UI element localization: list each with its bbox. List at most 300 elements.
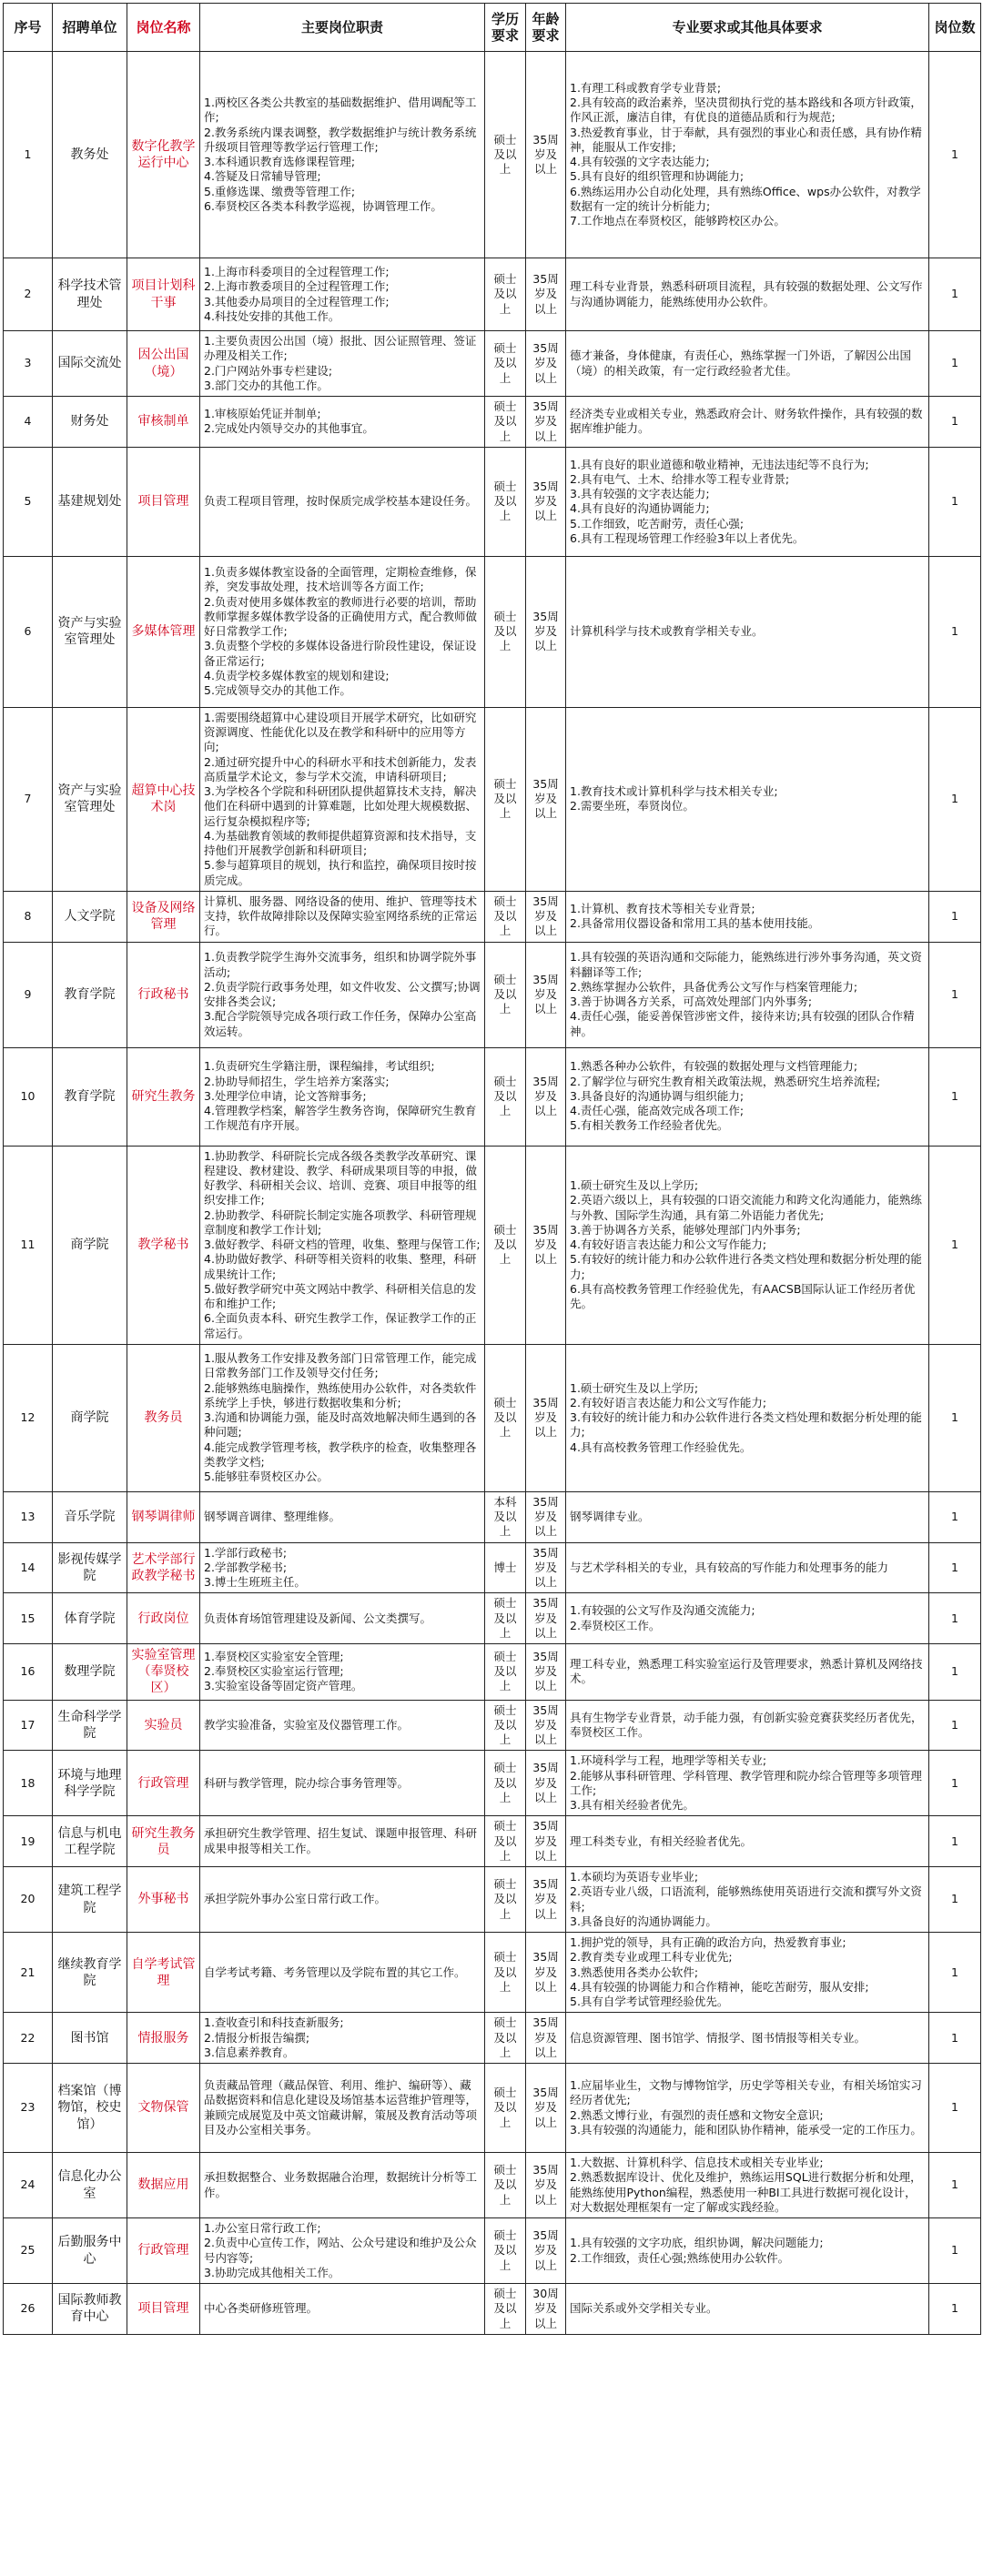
requirements-cell (566, 1933, 929, 2013)
position-count: 1 (929, 2013, 981, 2064)
requirements-cell (566, 1344, 929, 1491)
requirements-cell (566, 2013, 929, 2064)
post-name: 行政管理 (127, 1751, 200, 1816)
age-requirement: 35周岁及以上 (526, 1816, 566, 1867)
row-number: 6 (4, 556, 53, 707)
requirements-cell (566, 2153, 929, 2218)
requirements-cell (566, 331, 929, 397)
recruiting-unit: 影视传媒学院 (53, 1542, 127, 1593)
post-name: 自学考试管理 (127, 1933, 200, 2013)
duty-line: 1.审核原始凭证并制单; (204, 407, 321, 421)
post-name: 行政管理 (127, 2218, 200, 2284)
education-requirement: 硕士及以上 (485, 1047, 526, 1146)
duty-line: 3.为学校各个学院和科研团队提供超算技术支持，解决他们在科研中遇到的计算难题，比如处理大规模数据、运行复杂模拟程序等; (204, 784, 478, 828)
duty-line: 5.参与超算项目的规划，执行和监控，确保项目按时按质完成。 (204, 858, 477, 887)
education-requirement: 硕士及以上 (485, 2064, 526, 2153)
duty-line: 负责藏品管理（藏品保管、利用、维护、编研等）、藏品数据资料和信息化建设及场馆基本运营维护管理等，兼顾完成展览及中英文馆藏讲解，策展及教育活动等项目及办公室相关事务。 (204, 2078, 478, 2137)
requirement-line: 1.计算机、教育技术等相关专业背景; (570, 901, 755, 915)
table-row (4, 1644, 981, 1701)
requirement-line: 计算机科学与技术或教育学相关专业。 (570, 624, 764, 639)
duty-line: 3.配合学院领导完成各项行政工作任务，保障办公室高效运转。 (204, 1009, 477, 1038)
duty-line: 2.门户网站外事专栏建设; (204, 363, 333, 378)
requirement-line: 2.教育类专业或理工科专业优先; (570, 1950, 733, 1965)
position-count: 1 (929, 1867, 981, 1933)
requirement-line: 1.具有较强的英语沟通和交际能力，能熟练进行涉外事务沟通，英文资料翻译等工作; (570, 950, 922, 979)
requirements-cell (566, 1593, 929, 1644)
duties-cell (200, 1816, 485, 1867)
requirement-line: 1.环境科学与工程，地理学等相关专业; (570, 1753, 767, 1768)
recruiting-unit: 国际教师教育中心 (53, 2284, 127, 2335)
requirement-line: 具有生物学专业背景，动手能力强，有创新实验竞赛获奖经历者优先，奉贤校区工作。 (570, 1710, 923, 1739)
requirements-cell (566, 1816, 929, 1867)
age-requirement: 35周岁及以上 (526, 1593, 566, 1644)
requirement-line: 理工科类专业，有相关经验者优先。 (570, 1834, 753, 1848)
position-count: 1 (929, 1751, 981, 1816)
post-name: 情报服务 (127, 2013, 200, 2064)
duty-line: 2.上海市教委项目的全过程管理工作; (204, 279, 390, 294)
requirement-line: 2.了解学位与研究生教育相关政策法规，熟悉研究生培养流程; (570, 1074, 881, 1088)
recruiting-unit: 图书馆 (53, 2013, 127, 2064)
age-requirement: 35周岁及以上 (526, 2013, 566, 2064)
duty-line: 5.做好教学研究中英文网站中教学、科研相关信息的发布和维护工作; (204, 1281, 477, 1310)
education-requirement: 硕士及以上 (485, 52, 526, 258)
education-requirement: 硕士及以上 (485, 1593, 526, 1644)
recruiting-unit: 数理学院 (53, 1644, 127, 1701)
duties-cell (200, 1933, 485, 2013)
duty-line: 2.学部教学秘书; (204, 1560, 288, 1574)
duty-line: 1.需要围绕超算中心建设项目开展学术研究，比如研究资源调度、性能优化以及在教学和科研中的应用等方向; (204, 710, 477, 754)
age-requirement: 35周岁及以上 (526, 1644, 566, 1701)
table-row (4, 52, 981, 258)
requirement-line: 5.具有良好的组织管理和协调能力; (570, 169, 745, 184)
recruiting-unit: 资产与实验室管理处 (53, 556, 127, 707)
requirement-line: 3.具有较强的沟通能力，能和团队协作精神，能承受一定的工作压力。 (570, 2122, 922, 2137)
requirement-line: 与艺术学科相关的专业，具有较高的写作能力和处理事务的能力 (570, 1560, 889, 1574)
age-requirement: 35周岁及以上 (526, 52, 566, 258)
table-row (4, 1593, 981, 1644)
requirement-line: 1.拥护党的领导，具有正确的政治方向，热爱教育事业; (570, 1935, 846, 1950)
post-name: 实验室管理（奉贤校区） (127, 1644, 200, 1701)
requirement-line: 3.具备良好的沟通协调能力。 (570, 1914, 717, 1928)
age-requirement: 35周岁及以上 (526, 1344, 566, 1491)
duty-line: 5.能够驻奉贤校区办公。 (204, 1470, 329, 1484)
age-requirement: 35周岁及以上 (526, 1867, 566, 1933)
requirement-line: 2.具有电气、土木、给排水等工程专业背景; (570, 471, 790, 486)
education-requirement: 硕士及以上 (485, 1933, 526, 2013)
row-number: 8 (4, 891, 53, 942)
requirement-line: 1.硕士研究生及以上学历; (570, 1178, 699, 1192)
education-requirement: 硕士及以上 (485, 2153, 526, 2218)
duty-line: 1.查收查引和科技查新服务; (204, 2015, 344, 2030)
duties-cell (200, 1593, 485, 1644)
post-name: 项目管理 (127, 447, 200, 556)
requirements-cell (566, 1542, 929, 1593)
table-row (4, 1344, 981, 1491)
duty-line: 3.部门交办的其他工作。 (204, 378, 329, 392)
education-requirement: 硕士及以上 (485, 1344, 526, 1491)
duty-line: 4.科技处安排的其他工作。 (204, 308, 340, 323)
duties-cell (200, 1700, 485, 1751)
duty-line: 3.处理学位申请，论文答辩事务; (204, 1088, 367, 1103)
post-name: 审核制单 (127, 397, 200, 448)
requirement-line: 4.责任心强，能高效完成各项工作; (570, 1104, 745, 1118)
duty-line: 3.博士生班班主任。 (204, 1575, 306, 1589)
requirements-cell (566, 2284, 929, 2335)
requirements-cell (566, 1751, 929, 1816)
recruiting-unit: 环境与地理科学学院 (53, 1751, 127, 1816)
duty-line: 3.做好教学、科研文档的管理，收集、整理与保管工作; (204, 1237, 481, 1251)
age-requirement: 35周岁及以上 (526, 331, 566, 397)
requirement-line: 信息资源管理、图书馆学、情报学、图书情报等相关专业。 (570, 2030, 866, 2045)
position-count: 1 (929, 942, 981, 1047)
duty-line: 4.答疑及日常辅导管理; (204, 169, 321, 184)
row-number: 2 (4, 258, 53, 331)
recruiting-unit: 基建规划处 (53, 447, 127, 556)
duty-line: 5.重修选课、缴费等管理工作; (204, 184, 356, 198)
recruiting-unit: 信息化办公室 (53, 2153, 127, 2218)
requirement-line: 1.应届毕业生，文物与博物馆学，历史学等相关专业，有相关场馆实习经历者优先; (570, 2078, 922, 2107)
requirements-cell (566, 942, 929, 1047)
position-count: 1 (929, 1146, 981, 1344)
age-requirement: 35周岁及以上 (526, 2064, 566, 2153)
duty-line: 6.全面负责本科、研究生教学工作，保证教学工作的正常运行。 (204, 1311, 477, 1340)
duty-line: 2.完成处内领导交办的其他事宜。 (204, 421, 374, 436)
education-requirement: 硕士及以上 (485, 1644, 526, 1701)
table-row (4, 1933, 981, 2013)
position-count: 1 (929, 258, 981, 331)
duty-line: 2.协助教学、科研院长制定实施各项教学、科研管理规章制度和教学工作计划; (204, 1207, 477, 1237)
header-no: 序号 (4, 4, 53, 52)
education-requirement: 硕士及以上 (485, 258, 526, 331)
duty-line: 3.信息素养教育。 (204, 2045, 295, 2059)
position-count: 1 (929, 1816, 981, 1867)
row-number: 19 (4, 1816, 53, 1867)
education-requirement: 硕士及以上 (485, 1751, 526, 1816)
requirement-line: 1.熟悉各种办公软件，有较强的数据处理与文档管理能力; (570, 1059, 858, 1074)
requirement-line: 1.大数据、计算机科学、信息技术或相关专业毕业; (570, 2156, 824, 2170)
requirement-line: 4.具有较强的文字表达能力; (570, 155, 710, 168)
age-requirement: 35周岁及以上 (526, 1933, 566, 2013)
recruiting-unit: 人文学院 (53, 891, 127, 942)
duty-line: 2.能够熟练电脑操作，熟练使用办公软件，对各类软件系统学上手快，够进行数据收集和分析; (204, 1380, 477, 1409)
requirement-line: 7.工作地点在奉贤校区，能够跨校区办公。 (570, 214, 785, 227)
education-requirement: 硕士及以上 (485, 447, 526, 556)
table-row (4, 556, 981, 707)
duties-cell (200, 397, 485, 448)
duties-cell (200, 942, 485, 1047)
duties-cell (200, 2064, 485, 2153)
post-name: 钢琴调律师 (127, 1491, 200, 1542)
position-count: 1 (929, 2153, 981, 2218)
table-row (4, 1867, 981, 1933)
duties-cell (200, 258, 485, 331)
recruiting-unit: 后勤服务中心 (53, 2218, 127, 2284)
duty-line: 计算机、服务器、网络设备的使用、维护、管理等技术支持，软件故障排除以及保障实验室网络系统的正常运行。 (204, 894, 478, 938)
requirement-line: 5.具有自学考试管理经验优先。 (570, 1995, 729, 2009)
age-requirement: 35周岁及以上 (526, 447, 566, 556)
header-post: 岗位名称 (127, 4, 200, 52)
duties-cell (200, 556, 485, 707)
row-number: 14 (4, 1542, 53, 1593)
duties-cell (200, 1751, 485, 1816)
education-requirement: 硕士及以上 (485, 2284, 526, 2335)
position-count: 1 (929, 2284, 981, 2335)
requirements-cell (566, 2218, 929, 2284)
row-number: 26 (4, 2284, 53, 2335)
duty-line: 钢琴调音调律、整理维修。 (204, 1510, 341, 1523)
requirements-cell (566, 1491, 929, 1542)
age-requirement: 35周岁及以上 (526, 2153, 566, 2218)
age-requirement: 35周岁及以上 (526, 1700, 566, 1751)
requirement-line: 6.具有高校教务管理工作经验优先，有AACSB国际认证工作经历者优先。 (570, 1281, 916, 1310)
requirement-line: 德才兼备，身体健康，有责任心，熟练掌握一门外语，了解因公出国（境）的相关政策，有一定行政经验者尤佳。 (570, 349, 912, 378)
requirements-cell (566, 707, 929, 891)
row-number: 23 (4, 2064, 53, 2153)
requirement-line: 2.需要坐班，奉贤岗位。 (570, 799, 694, 813)
header-req: 专业要求或其他具体要求 (566, 4, 929, 52)
duty-line: 1.学部行政秘书; (204, 1545, 288, 1560)
position-count: 1 (929, 1700, 981, 1751)
requirement-line: 2.熟悉数据库设计、优化及维护，熟练运用SQL进行数据分析和处理，能熟练使用Python编程，熟悉使用一种BI工具进行数据可视化设计，对大数据处理框架有一定了解或实践经验。 (570, 2170, 922, 2214)
table-row (4, 331, 981, 397)
recruiting-unit: 建筑工程学院 (53, 1867, 127, 1933)
row-number: 20 (4, 1867, 53, 1933)
row-number: 4 (4, 397, 53, 448)
table-row (4, 447, 981, 556)
requirement-line: 6.具有工程现场管理工作经验3年以上者优先。 (570, 530, 805, 545)
education-requirement: 硕士及以上 (485, 891, 526, 942)
position-count: 1 (929, 1047, 981, 1146)
requirement-line: 2.英语专业八级，口语流利，能够熟练使用英语进行交流和撰写外文资料; (570, 1884, 922, 1914)
duty-line: 教学实验准备，实验室及仪器管理工作。 (204, 1717, 410, 1732)
row-number: 7 (4, 707, 53, 891)
requirements-cell (566, 2064, 929, 2153)
education-requirement: 硕士及以上 (485, 1867, 526, 1933)
post-name: 行政秘书 (127, 942, 200, 1047)
recruiting-unit: 生命科学学院 (53, 1700, 127, 1751)
education-requirement: 硕士及以上 (485, 2218, 526, 2284)
duty-line: 3.负责整个学校的多媒体设备进行阶段性建设，保证设备正常运行; (204, 639, 477, 668)
position-count: 1 (929, 2064, 981, 2153)
duty-line: 2.负责学院行政事务处理，如文件收发、公文撰写;协调安排各类会议; (204, 979, 481, 1008)
duties-cell (200, 707, 485, 891)
duty-line: 2.负责中心宣传工作，网站、公众号建设和维护及公众号内容等; (204, 2236, 477, 2265)
row-number: 21 (4, 1933, 53, 2013)
requirement-line: 国际关系或外交学相关专业。 (570, 2301, 718, 2316)
education-requirement: 硕士及以上 (485, 1146, 526, 1344)
age-requirement: 35周岁及以上 (526, 1047, 566, 1146)
requirement-line: 4.有较好语言表达能力和公文写作能力; (570, 1237, 767, 1251)
row-number: 11 (4, 1146, 53, 1344)
requirement-line: 钢琴调律专业。 (570, 1510, 650, 1523)
duty-line: 1.协助教学、科研院长完成各级各类教学改革研究、课程建设、教材建设、教学、科研成果项目等的申报，做好教学、科研相关会议、培训、竞赛、项目申报等的组织安排工作; (204, 1148, 478, 1207)
requirement-line: 3.善于协调各方关系，能够处理部门内外事务; (570, 1222, 801, 1237)
requirement-line: 2.具有较高的政治素养，坚决贯彻执行党的基本路线和各项方针政策，作风正派，廉洁自律，有优良的道德品质和行为规范; (570, 96, 922, 125)
duty-line: 3.沟通和协调能力强，能及时高效地解决师生遇到的各种问题; (204, 1410, 477, 1440)
duties-cell (200, 331, 485, 397)
recruiting-unit: 资产与实验室管理处 (53, 707, 127, 891)
row-number: 25 (4, 2218, 53, 2284)
requirements-cell (566, 1644, 929, 1701)
requirement-line: 3.具有较强的文字表达能力; (570, 487, 710, 500)
duties-cell (200, 1867, 485, 1933)
duty-line: 4.负责学校多媒体教室的规划和建设; (204, 668, 390, 682)
duty-line: 2.情报分析报告编撰; (204, 2030, 310, 2045)
duty-line: 4.能完成教学管理考核，教学秩序的检查，收集整理各类教学文档; (204, 1440, 477, 1469)
position-count: 1 (929, 1933, 981, 2013)
table-row (4, 2218, 981, 2284)
recruiting-unit: 教育学院 (53, 942, 127, 1047)
requirement-line: 3.热爱教育事业，甘于奉献，具有强烈的事业心和责任感，具有协作精神，能服从工作安排; (570, 125, 922, 154)
education-requirement: 硕士及以上 (485, 397, 526, 448)
duty-line: 2.教务系统内课表调整，教学数据维护与统计教务系统升级项目管理等教学运行管理工作; (204, 125, 477, 154)
duty-line: 承担学院外事办公室日常行政工作。 (204, 1892, 387, 1906)
requirement-line: 理工科专业背景，熟悉科研项目流程，具有较强的数据处理、公文写作与沟通协调能力，能熟练使用办公软件。 (570, 279, 923, 308)
education-requirement: 本科及以上 (485, 1491, 526, 1542)
requirement-line: 1.有较强的公文写作及沟通交流能力; (570, 1603, 755, 1618)
row-number: 18 (4, 1751, 53, 1816)
duty-line: 1.负责教学院学生海外交流事务，组织和协调学院外事活动; (204, 950, 477, 979)
position-count: 1 (929, 397, 981, 448)
post-name: 因公出国（境） (127, 331, 200, 397)
post-name: 设备及网络管理 (127, 891, 200, 942)
row-number: 24 (4, 2153, 53, 2218)
header-count: 岗位数 (929, 4, 981, 52)
table-row (4, 2064, 981, 2153)
requirements-cell (566, 1867, 929, 1933)
recruiting-unit: 商学院 (53, 1146, 127, 1344)
duties-cell (200, 447, 485, 556)
requirement-line: 1.具有良好的职业道德和敬业精神，无违法违纪等不良行为; (570, 457, 869, 471)
requirements-cell (566, 891, 929, 942)
duties-cell (200, 1542, 485, 1593)
duty-line: 负责体育场馆管理建设及新闻、公文类撰写。 (204, 1611, 432, 1625)
row-number: 3 (4, 331, 53, 397)
recruiting-unit: 国际交流处 (53, 331, 127, 397)
age-requirement: 35周岁及以上 (526, 707, 566, 891)
requirements-cell (566, 1047, 929, 1146)
education-requirement: 硕士及以上 (485, 942, 526, 1047)
requirement-line: 1.教育技术或计算机科学与技术相关专业; (570, 784, 778, 798)
duty-line: 1.奉贤校区实验室安全管理; (204, 1649, 344, 1663)
duty-line: 3.其他委办局项目的全过程管理工作; (204, 294, 390, 308)
requirement-line: 1.具有较强的文字功底，组织协调，解决问题能力; (570, 2236, 824, 2250)
post-name: 行政岗位 (127, 1593, 200, 1644)
education-requirement: 博士 (485, 1542, 526, 1593)
requirement-line: 2.有较好语言表达能力和公文写作能力; (570, 1395, 767, 1409)
recruiting-unit: 教育学院 (53, 1047, 127, 1146)
age-requirement: 35周岁及以上 (526, 2218, 566, 2284)
position-count: 1 (929, 556, 981, 707)
duty-line: 1.负责多媒体教室设备的全面管理，定期检查维修，保养，突发事故处理，技术培训等各方面工作; (204, 565, 477, 594)
header-duties: 主要岗位职责 (200, 4, 485, 52)
requirement-line: 4.具有高校教务管理工作经验优先。 (570, 1440, 752, 1454)
position-count: 1 (929, 1542, 981, 1593)
requirement-line: 2.能够从事科研管理、学科管理、教学管理和院办综合管理等多项管理工作; (570, 1768, 922, 1797)
duty-line: 2.通过研究提升中心的科研水平和技术创新能力，发表高质量学术论文，参与学术交流，申请科研项目; (204, 754, 477, 783)
recruiting-unit: 档案馆（博物馆，校史馆） (53, 2064, 127, 2153)
post-name: 教学秘书 (127, 1146, 200, 1344)
table-row (4, 258, 981, 331)
row-number: 15 (4, 1593, 53, 1644)
duty-line: 1.办公室日常行政工作; (204, 2221, 321, 2236)
position-count: 1 (929, 1644, 981, 1701)
post-name: 数据应用 (127, 2153, 200, 2218)
requirement-line: 3.善于协调各方关系，可高效处理部门内外事务; (570, 995, 813, 1008)
duty-line: 2.协助导师招生，学生培养方案落实; (204, 1074, 390, 1088)
duty-line: 1.负责研究生学籍注册，课程编排，考试组织; (204, 1059, 435, 1074)
header-row (4, 4, 981, 52)
post-name: 外事秘书 (127, 1867, 200, 1933)
duty-line: 2.负责对使用多媒体教室的教师进行必要的培训，帮助教师掌握多媒体教学设备的正确使用方式，配合教师做好日常教学工作; (204, 594, 478, 639)
requirements-cell (566, 556, 929, 707)
duty-line: 4.协助做好教学、科研等相关资料的收集、整理，科研成果统计工作; (204, 1252, 477, 1281)
header-age: 年龄要求 (526, 4, 566, 52)
position-count: 1 (929, 1593, 981, 1644)
requirement-line: 4.具有良好的沟通协调能力; (570, 501, 710, 516)
age-requirement: 35周岁及以上 (526, 891, 566, 942)
recruiting-unit: 商学院 (53, 1344, 127, 1491)
requirements-cell (566, 258, 929, 331)
position-count: 1 (929, 891, 981, 942)
duty-line: 科研与教学管理，院办综合事务管理等。 (204, 1775, 410, 1790)
row-number: 10 (4, 1047, 53, 1146)
duties-cell (200, 1146, 485, 1344)
duty-line: 承担数据整合、业务数据融合治理，数据统计分析等工作。 (204, 2170, 478, 2199)
position-count: 1 (929, 447, 981, 556)
table-row (4, 1491, 981, 1542)
requirements-cell (566, 52, 929, 258)
duties-cell (200, 1344, 485, 1491)
duty-line: 1.主要负责因公出国（境）报批、因公证照管理、签证办理及相关工作; (204, 334, 477, 363)
duties-cell (200, 1491, 485, 1542)
requirement-line: 3.具有相关经验者优先。 (570, 1798, 694, 1813)
row-number: 17 (4, 1700, 53, 1751)
requirement-line: 经济类专业或相关专业，熟悉政府会计、财务软件操作，具有较强的数据库维护能力。 (570, 407, 923, 436)
education-requirement: 硕士及以上 (485, 2013, 526, 2064)
requirement-line: 5.有相关教务工作经验者优先。 (570, 1118, 729, 1133)
row-number: 16 (4, 1644, 53, 1701)
age-requirement: 35周岁及以上 (526, 1542, 566, 1593)
requirements-cell (566, 1700, 929, 1751)
age-requirement: 35周岁及以上 (526, 397, 566, 448)
post-name: 多媒体管理 (127, 556, 200, 707)
post-name: 艺术学部行政教学秘书 (127, 1542, 200, 1593)
requirement-line: 2.工作细致，责任心强;熟练使用办公软件。 (570, 2250, 790, 2265)
requirement-line: 4.具有较强的协调能力和合作精神，能吃苦耐劳，服从安排; (570, 1979, 869, 1994)
row-number: 22 (4, 2013, 53, 2064)
duty-line: 3.协助完成其他相关工作。 (204, 2265, 340, 2279)
post-name: 研究生教务 (127, 1047, 200, 1146)
row-number: 12 (4, 1344, 53, 1491)
recruiting-unit: 财务处 (53, 397, 127, 448)
table-row (4, 891, 981, 942)
requirement-line: 2.奉贤校区工作。 (570, 1618, 661, 1632)
position-count: 1 (929, 52, 981, 258)
row-number: 13 (4, 1491, 53, 1542)
duties-cell (200, 2218, 485, 2284)
duties-cell (200, 891, 485, 942)
requirement-line: 1.硕士研究生及以上学历; (570, 1380, 699, 1395)
position-count: 1 (929, 1344, 981, 1491)
requirement-line: 2.熟悉文博行业，有强烈的责任感和文物安全意识; (570, 2107, 824, 2122)
table-row (4, 1816, 981, 1867)
duty-line: 1.两校区各类公共教室的基础数据维护、借用调配等工作; (204, 96, 477, 125)
row-number: 5 (4, 447, 53, 556)
duty-line: 3.实验室设备等固定资产管理。 (204, 1679, 363, 1693)
education-requirement: 硕士及以上 (485, 707, 526, 891)
recruiting-unit: 音乐学院 (53, 1491, 127, 1542)
